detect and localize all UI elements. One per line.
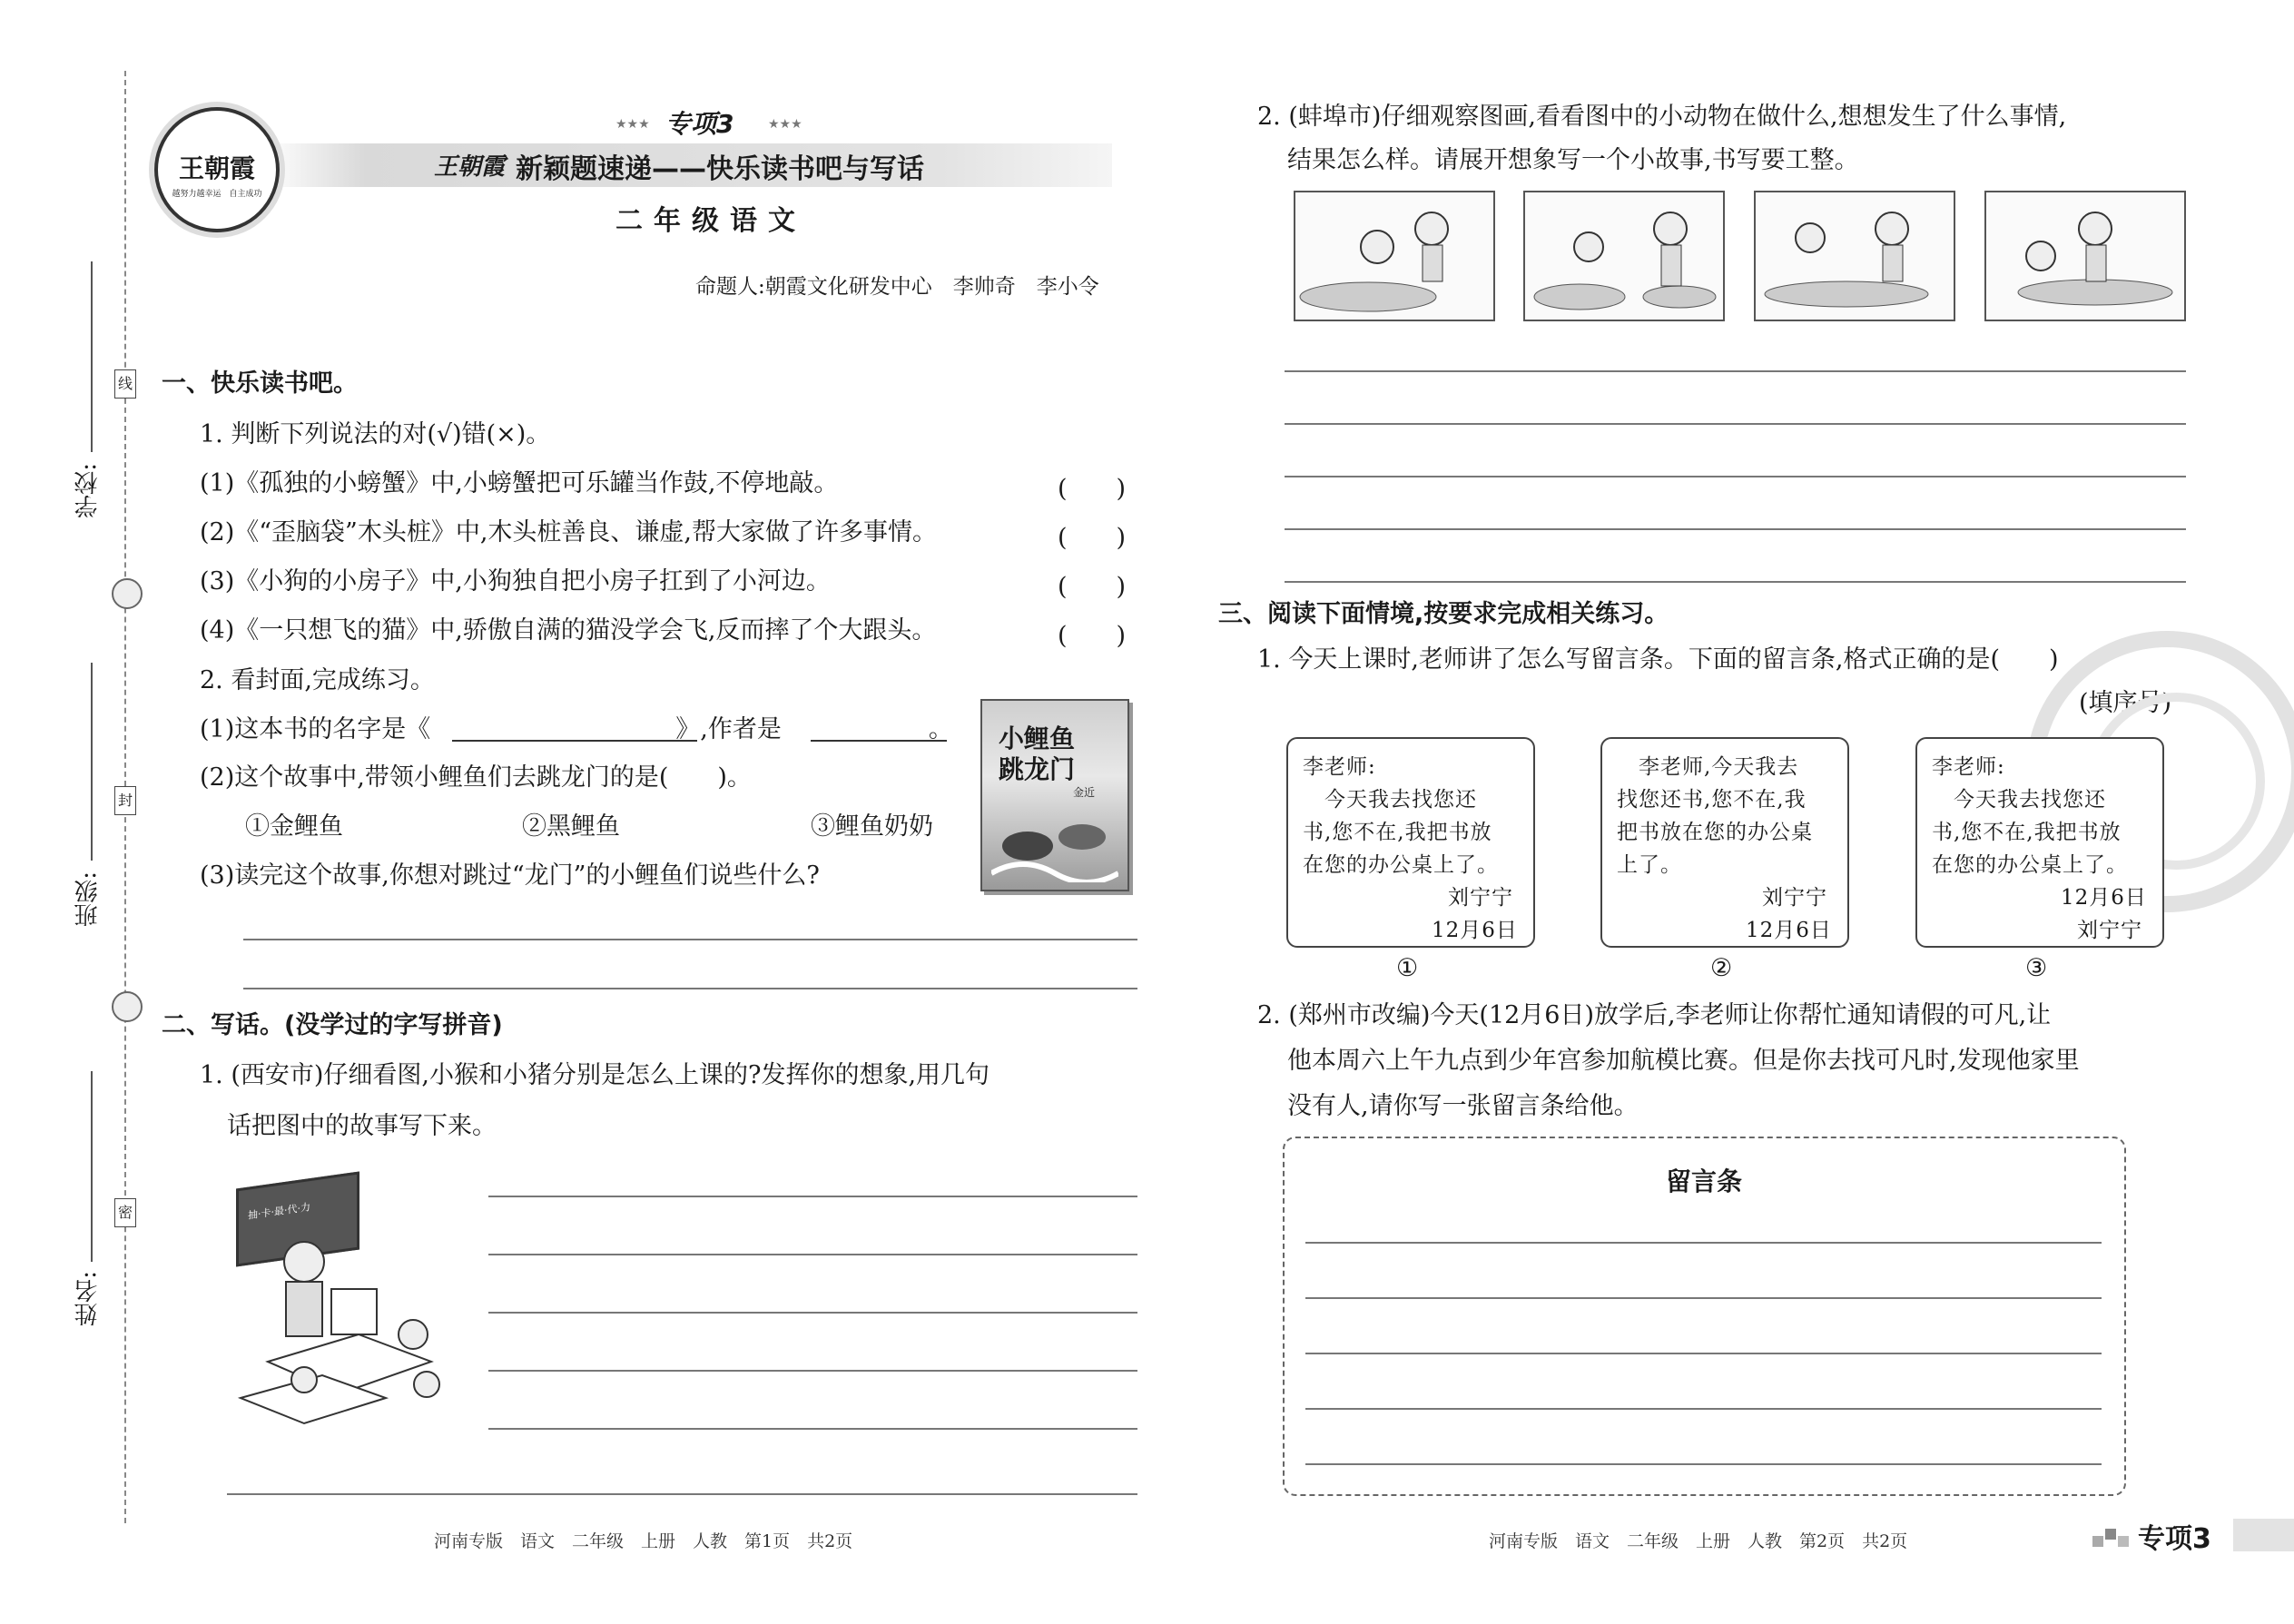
q1-prompt: 1. 判断下列说法的对(√)错(×)。 [200, 420, 551, 448]
answer-line[interactable] [243, 988, 1137, 989]
class-blank [91, 663, 93, 861]
answer-line[interactable] [488, 1254, 1137, 1255]
section3-title: 三、阅读下面情境,按要求完成相关练习。 [1218, 600, 1669, 628]
note-label-1: ① [1396, 954, 1419, 982]
note-line: 把书放在您的办公桌 [1617, 821, 1813, 844]
book-author: 金近 [1073, 786, 1096, 799]
answer-line[interactable] [488, 1370, 1137, 1372]
judge-item: (2)《“歪脑袋”木头桩》中,木头桩善良、谦虚,帮大家做了许多事情。 [200, 518, 938, 546]
q2-1: (1)这本书的名字是《 》,作者是 。 [200, 715, 953, 743]
note-date: 12月6日 [1432, 919, 1518, 942]
q2-2: (2)这个故事中,带领小鲤鱼们去跳龙门的是( )。 [200, 763, 752, 792]
note-line: 在您的办公桌上了。 [1932, 853, 2128, 877]
answer-paren[interactable]: ( ) [1058, 524, 1127, 552]
authors: 命题人:朝霞文化研发中心 李帅奇 李小令 [695, 275, 1099, 299]
header-stars-left: ★★★ [615, 117, 650, 132]
answer-line[interactable] [1285, 423, 2186, 425]
footer-right: 河南专版 语文 二年级 上册 人教 第2页 共2页 [1489, 1531, 1908, 1551]
memo-line[interactable] [1305, 1242, 2102, 1244]
note-line: 李老师,今天我去 [1617, 755, 1799, 779]
option-2: ②黑鲤鱼 [522, 812, 620, 841]
s2-q2-line1: 2. (蚌埠市)仔细观察图画,看看图中的小动物在做什么,想想发生了什么事情, [1257, 103, 2067, 131]
note-line: 在您的办公桌上了。 [1303, 853, 1499, 877]
answer-line[interactable] [1285, 476, 2186, 477]
s2-q1-line1: 1. (西安市)仔细看图,小猴和小猪分别是怎么上课的?发挥你的想象,用几句 [200, 1061, 990, 1089]
fish-illustration [991, 801, 1118, 882]
note-signature: 刘宁宁 [2077, 919, 2142, 942]
judge-item: (1)《孤独的小螃蟹》中,小螃蟹把可乐罐当作鼓,不停地敲。 [200, 469, 839, 497]
memo-line[interactable] [1305, 1297, 2102, 1299]
margin-box-seal2: 密 [114, 1198, 136, 1227]
section1-title: 一、快乐读书吧。 [162, 369, 358, 398]
judge-item: (3)《小狗的小房子》中,小狗独自把小房子扛到了小河边。 [200, 567, 831, 595]
note-line: 李老师: [1932, 755, 2005, 779]
answer-paren[interactable]: ( ) [1058, 622, 1127, 650]
students-desks [231, 1225, 468, 1425]
note-line: 上了。 [1617, 853, 1682, 877]
memo-box[interactable] [1283, 1137, 2126, 1496]
book-title-line2: 跳龙门 [999, 754, 1076, 784]
answer-paren[interactable]: ( ) [1058, 475, 1127, 503]
s2-q1-line2: 话把图中的故事写下来。 [227, 1112, 497, 1140]
name-label: 姓名: [74, 1271, 102, 1326]
author-blank[interactable] [811, 740, 947, 742]
s3-q2-line1: 2. (郑州市改编)今天(12月6日)放学后,李老师让你帮忙通知请假的可凡,让 [1257, 1001, 2052, 1029]
answer-line[interactable] [1285, 528, 2186, 530]
logo-text: 王朝霞 [178, 153, 255, 183]
answer-line[interactable] [488, 1428, 1137, 1430]
note-date: 12月6日 [1746, 919, 1832, 942]
s3-q2-line2: 他本周六上午九点到少年宫参加航模比赛。但是你去找可凡时,发现他家里 [1287, 1047, 2080, 1075]
judge-item: (4)《一只想飞的猫》中,骄傲自满的猫没学会飞,反而摔了个大跟头。 [200, 616, 937, 645]
footer-tag-squares [2092, 1523, 2129, 1550]
answer-line[interactable] [1285, 581, 2186, 583]
note-line: 书,您不在,我把书放 [1932, 821, 2122, 844]
answer-line[interactable] [227, 1493, 1137, 1495]
logo-sub: 越努力越幸运 自主成功 [172, 190, 262, 199]
footer-tag-band [2233, 1519, 2294, 1551]
story-panel-2 [1523, 191, 1725, 321]
note-card-3 [1915, 737, 2164, 948]
subject-title: 二年级语文 [615, 205, 806, 237]
book-title-blank[interactable] [452, 740, 697, 742]
note-signature: 刘宁宁 [1448, 886, 1513, 910]
note-line: 今天我去找您还 [1303, 788, 1477, 812]
footer-tag: 专项3 [2138, 1523, 2211, 1555]
book-cover-image [980, 699, 1129, 891]
note-line: 书,您不在,我把书放 [1303, 821, 1492, 844]
binding-hole [112, 991, 143, 1022]
note-date: 12月6日 [2061, 886, 2147, 910]
note-label-2: ② [1710, 954, 1733, 982]
margin-box-line: 线 [114, 369, 136, 399]
section2-title: 二、写话。(没学过的字写拼音) [162, 1011, 503, 1039]
answer-line[interactable] [1285, 370, 2186, 372]
story-panel-3 [1754, 191, 1955, 321]
answer-line[interactable] [488, 1312, 1137, 1314]
s2-q2-line2: 结果怎么样。请展开想象写一个小故事,书写要工整。 [1287, 146, 1859, 174]
s3-q1: 1. 今天上课时,老师讲了怎么写留言条。下面的留言条,格式正确的是( ) [1257, 645, 2059, 674]
memo-line[interactable] [1305, 1408, 2102, 1410]
header-stars-right: ★★★ [768, 117, 802, 132]
answer-paren[interactable]: ( ) [1058, 573, 1127, 601]
memo-line[interactable] [1305, 1353, 2102, 1354]
footer-left: 河南专版 语文 二年级 上册 人教 第1页 共2页 [434, 1531, 853, 1551]
school-blank [91, 261, 93, 452]
note-line: 今天我去找您还 [1932, 788, 2106, 812]
note-line: 找您还书,您不在,我 [1617, 788, 1807, 812]
note-card-2 [1600, 737, 1849, 948]
note-card-1 [1286, 737, 1535, 948]
brand-name: 王朝霞 [434, 153, 506, 181]
binding-hole [112, 578, 143, 609]
q2-3: (3)读完这个故事,你想对跳过“龙门”的小鲤鱼们说些什么? [200, 861, 820, 890]
name-blank [91, 1071, 93, 1262]
answer-line[interactable] [243, 939, 1137, 940]
memo-title: 留言条 [1666, 1166, 1743, 1196]
series-title: 新颖题速递——快乐读书吧与写话 [516, 153, 924, 185]
brand-logo [154, 107, 280, 232]
margin-box-seal: 封 [114, 786, 136, 815]
classroom-illustration [231, 1171, 468, 1425]
special-label: 专项3 [665, 109, 734, 139]
note-signature: 刘宁宁 [1762, 886, 1827, 910]
note-line: 李老师: [1303, 755, 1376, 779]
book-title-line1: 小鲤鱼 [999, 723, 1076, 753]
story-panel-1 [1294, 191, 1495, 321]
memo-line[interactable] [1305, 1463, 2102, 1465]
s3-q2-line3: 没有人,请你写一张留言条给他。 [1287, 1092, 1639, 1120]
note-label-3: ③ [2025, 954, 2048, 982]
class-label: 班级: [74, 871, 102, 927]
option-1: ①金鲤鱼 [245, 812, 343, 841]
s3-q1-hint: (填序号) [2079, 689, 2172, 717]
answer-line[interactable] [488, 1196, 1137, 1197]
school-label: 学校: [74, 463, 102, 518]
story-panel-4 [1984, 191, 2186, 321]
q2-prompt: 2. 看封面,完成练习。 [200, 666, 435, 694]
chalkboard-text: 抽·卡·最·代·力 [248, 1201, 310, 1222]
option-3: ③鲤鱼奶奶 [811, 812, 933, 841]
